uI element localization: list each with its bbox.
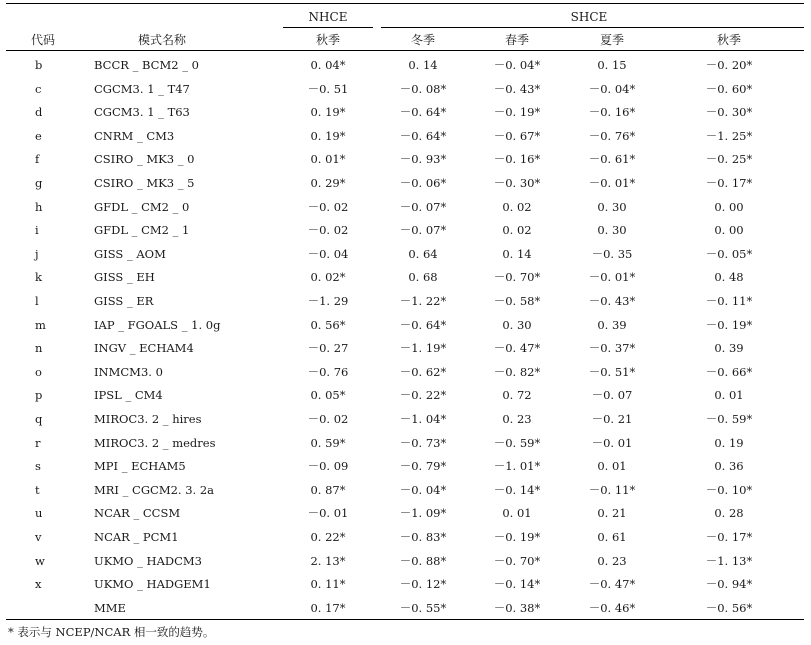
row-model-name: MME: [94, 601, 126, 615]
cell-shce-winter: －0. 64*: [399, 105, 447, 119]
cell-shce-winter: －0. 07*: [399, 200, 447, 214]
cell-shce-winter: －0. 83*: [399, 530, 447, 544]
row-model-name: IAP _ FGOALS _ 1. 0g: [94, 318, 221, 332]
row-code: c: [35, 82, 42, 96]
cell-shce-winter: －0. 88*: [399, 554, 447, 568]
row-code: v: [35, 530, 42, 544]
row-model-name: BCCR _ BCM2 _ 0: [94, 58, 199, 72]
cell-shce-spring: 0. 02: [502, 223, 532, 237]
cell-nhce-autumn: －0. 01: [307, 506, 349, 520]
cell-nhce-autumn: 0. 59*: [310, 436, 346, 450]
row-code: d: [35, 105, 43, 119]
cell-shce-spring: －0. 14*: [493, 483, 541, 497]
cell-nhce-autumn: 0. 29*: [310, 176, 346, 190]
row-code: t: [35, 483, 40, 497]
cell-shce-winter: －0. 93*: [399, 152, 447, 166]
row-code: o: [35, 365, 42, 379]
cell-shce-winter: －1. 19*: [399, 341, 447, 355]
cell-shce-winter: －0. 62*: [399, 365, 447, 379]
cell-shce-winter: －0. 22*: [399, 388, 447, 402]
cell-shce-summer: －0. 11*: [588, 483, 636, 497]
cell-shce-winter: 0. 64: [408, 247, 438, 261]
cell-shce-winter: －0. 64*: [399, 129, 447, 143]
cell-shce-spring: －1. 01*: [493, 459, 541, 473]
cell-shce-summer: 0. 30: [597, 223, 627, 237]
cell-shce-autumn: －0. 19*: [705, 318, 753, 332]
cell-shce-winter: －1. 04*: [399, 412, 447, 426]
row-model-name: INMCM3. 0: [94, 365, 163, 379]
cell-shce-spring: －0. 70*: [493, 554, 541, 568]
row-model-name: NCAR _ CCSM: [94, 506, 181, 520]
cell-shce-winter: －0. 04*: [399, 483, 447, 497]
cell-shce-spring: －0. 14*: [493, 577, 541, 591]
cell-shce-winter: －0. 55*: [399, 601, 447, 615]
cell-nhce-autumn: 0. 01*: [310, 152, 346, 166]
cell-shce-spring: －0. 82*: [493, 365, 541, 379]
cell-shce-autumn: 0. 01: [714, 388, 744, 402]
row-model-name: GFDL _ CM2 _ 0: [94, 200, 190, 214]
footnote: * 表示与 NCEP/NCAR 相一致的趋势。: [8, 625, 215, 639]
cell-shce-winter: －0. 07*: [399, 223, 447, 237]
cell-shce-spring: －0. 47*: [493, 341, 541, 355]
row-code: u: [35, 506, 43, 520]
cell-nhce-autumn: －0. 76: [307, 365, 349, 379]
cell-shce-winter: －1. 09*: [399, 506, 447, 520]
row-model-name: MIROC3. 2 _ medres: [94, 436, 216, 450]
cell-shce-summer: 0. 30: [597, 200, 627, 214]
row-code: h: [35, 200, 43, 214]
header-bottom-rule: [6, 50, 804, 51]
cell-shce-spring: －0. 19*: [493, 530, 541, 544]
cell-shce-winter: －1. 22*: [399, 294, 447, 308]
cell-shce-spring: 0. 72: [502, 388, 532, 402]
row-model-name: NCAR _ PCM1: [94, 530, 179, 544]
cell-shce-spring: －0. 43*: [493, 82, 541, 96]
cell-shce-autumn: －0. 59*: [705, 412, 753, 426]
nhce-group-header: NHCE: [308, 10, 348, 24]
cell-shce-spring: －0. 16*: [493, 152, 541, 166]
cell-shce-summer: －0. 35: [591, 247, 633, 261]
cell-shce-autumn: 0. 36: [714, 459, 744, 473]
cell-shce-autumn: －0. 20*: [705, 58, 753, 72]
shce-group-header: SHCE: [570, 10, 608, 24]
cell-shce-summer: －0. 76*: [588, 129, 636, 143]
cell-shce-spring: －0. 58*: [493, 294, 541, 308]
row-model-name: CSIRO _ MK3 _ 0: [94, 152, 195, 166]
cell-shce-summer: 0. 39: [597, 318, 627, 332]
row-model-name: GISS _ AOM: [94, 247, 166, 261]
row-code: l: [35, 294, 39, 308]
cell-nhce-autumn: 0. 17*: [310, 601, 346, 615]
cell-shce-autumn: －0. 17*: [705, 176, 753, 190]
cell-shce-autumn: －0. 66*: [705, 365, 753, 379]
cell-shce-spring: 0. 23: [502, 412, 532, 426]
cell-shce-spring: －0. 38*: [493, 601, 541, 615]
cell-nhce-autumn: －0. 02: [307, 412, 349, 426]
cell-shce-autumn: －0. 94*: [705, 577, 753, 591]
cell-nhce-autumn: 0. 04*: [310, 58, 346, 72]
cell-shce-autumn: －0. 60*: [705, 82, 753, 96]
cell-shce-spring: －0. 30*: [493, 176, 541, 190]
cell-shce-spring: 0. 14: [502, 247, 532, 261]
cell-shce-spring: －0. 59*: [493, 436, 541, 450]
cell-nhce-autumn: 0. 56*: [310, 318, 346, 332]
cell-nhce-autumn: －0. 02: [307, 223, 349, 237]
cell-shce-autumn: －0. 05*: [705, 247, 753, 261]
cell-shce-autumn: －0. 17*: [705, 530, 753, 544]
cell-shce-winter: 0. 68: [408, 270, 438, 284]
row-code: x: [35, 577, 42, 591]
cell-shce-summer: 0. 01: [597, 459, 627, 473]
cell-nhce-autumn: 0. 87*: [310, 483, 346, 497]
row-model-name: CNRM _ CM3: [94, 129, 175, 143]
cell-shce-summer: －0. 37*: [588, 341, 636, 355]
cell-shce-summer: －0. 04*: [588, 82, 636, 96]
cell-nhce-autumn: 0. 02*: [310, 270, 346, 284]
nhce-group-underline: [283, 27, 373, 28]
row-model-name: INGV _ ECHAM4: [94, 341, 194, 355]
row-code: e: [35, 129, 42, 143]
cell-shce-spring: －0. 04*: [493, 58, 541, 72]
row-code: q: [35, 412, 43, 426]
cell-shce-summer: －0. 51*: [588, 365, 636, 379]
cell-nhce-autumn: －1. 29: [307, 294, 349, 308]
col-header-shce-spring: 春季: [504, 33, 530, 47]
cell-shce-winter: －0. 64*: [399, 318, 447, 332]
cell-shce-autumn: 0. 19: [714, 436, 744, 450]
row-model-name: IPSL _ CM4: [94, 388, 163, 402]
cell-shce-autumn: －0. 56*: [705, 601, 753, 615]
row-code: f: [35, 152, 40, 166]
col-header-nhce-autumn: 秋季: [315, 33, 341, 47]
cell-shce-autumn: 0. 00: [714, 223, 744, 237]
cell-shce-summer: －0. 07: [591, 388, 633, 402]
cell-shce-spring: 0. 30: [502, 318, 532, 332]
cell-shce-summer: －0. 21: [591, 412, 633, 426]
cell-shce-summer: －0. 43*: [588, 294, 636, 308]
row-code: k: [35, 270, 42, 284]
cell-shce-summer: －0. 01*: [588, 270, 636, 284]
cell-nhce-autumn: －0. 27: [307, 341, 349, 355]
row-code: i: [35, 223, 39, 237]
row-code: n: [35, 341, 43, 355]
row-model-name: GFDL _ CM2 _ 1: [94, 223, 190, 237]
cell-shce-summer: －0. 01: [591, 436, 633, 450]
cell-nhce-autumn: 0. 05*: [310, 388, 346, 402]
cell-shce-autumn: －1. 13*: [705, 554, 753, 568]
cell-shce-summer: －0. 16*: [588, 105, 636, 119]
cell-shce-autumn: 0. 39: [714, 341, 744, 355]
cell-shce-autumn: 0. 48: [714, 270, 744, 284]
col-header-shce-winter: 冬季: [410, 33, 436, 47]
row-model-name: UKMO _ HADGEM1: [94, 577, 211, 591]
row-model-name: MRI _ CGCM2. 3. 2a: [94, 483, 215, 497]
cell-shce-autumn: －0. 25*: [705, 152, 753, 166]
top-rule: [6, 3, 804, 4]
cell-shce-summer: －0. 46*: [588, 601, 636, 615]
cell-shce-spring: 0. 01: [502, 506, 532, 520]
cell-shce-autumn: －0. 11*: [705, 294, 753, 308]
cell-shce-summer: －0. 01*: [588, 176, 636, 190]
cell-shce-winter: －0. 06*: [399, 176, 447, 190]
cell-shce-winter: －0. 79*: [399, 459, 447, 473]
cell-nhce-autumn: －0. 51: [307, 82, 349, 96]
cell-shce-winter: －0. 73*: [399, 436, 447, 450]
cell-shce-autumn: 0. 00: [714, 200, 744, 214]
row-code: p: [35, 388, 43, 402]
cell-shce-spring: －0. 19*: [493, 105, 541, 119]
row-model-name: GISS _ EH: [94, 270, 155, 284]
row-code: j: [35, 247, 39, 261]
cell-shce-winter: －0. 12*: [399, 577, 447, 591]
bottom-rule: [6, 619, 804, 620]
cell-shce-summer: 0. 15: [597, 58, 627, 72]
cell-shce-summer: －0. 47*: [588, 577, 636, 591]
cell-shce-autumn: －0. 10*: [705, 483, 753, 497]
row-model-name: MIROC3. 2 _ hires: [94, 412, 202, 426]
shce-group-underline: [381, 27, 804, 28]
cell-shce-autumn: －0. 30*: [705, 105, 753, 119]
row-model-name: MPI _ ECHAM5: [94, 459, 186, 473]
cell-shce-winter: 0. 14: [408, 58, 438, 72]
cell-shce-summer: －0. 61*: [588, 152, 636, 166]
cell-shce-summer: 0. 23: [597, 554, 627, 568]
cell-shce-winter: －0. 08*: [399, 82, 447, 96]
row-model-name: CSIRO _ MK3 _ 5: [94, 176, 195, 190]
cell-nhce-autumn: 2. 13*: [310, 554, 346, 568]
cell-nhce-autumn: －0. 04: [307, 247, 349, 261]
col-header-model: 模式名称: [138, 33, 187, 47]
cell-shce-autumn: 0. 28: [714, 506, 744, 520]
cell-nhce-autumn: 0. 19*: [310, 129, 346, 143]
row-code: r: [35, 436, 41, 450]
cell-nhce-autumn: 0. 22*: [310, 530, 346, 544]
row-model-name: GISS _ ER: [94, 294, 154, 308]
cell-shce-spring: －0. 70*: [493, 270, 541, 284]
cell-nhce-autumn: 0. 19*: [310, 105, 346, 119]
row-model-name: CGCM3. 1 _ T47: [94, 82, 190, 96]
cell-shce-summer: 0. 21: [597, 506, 627, 520]
col-header-shce-autumn: 秋季: [716, 33, 742, 47]
cell-shce-summer: 0. 61: [597, 530, 627, 544]
row-model-name: UKMO _ HADCM3: [94, 554, 202, 568]
cell-shce-autumn: －1. 25*: [705, 129, 753, 143]
row-code: m: [35, 318, 46, 332]
row-code: g: [35, 176, 43, 190]
col-header-code: 代码: [31, 33, 56, 47]
row-code: s: [35, 459, 41, 473]
row-code: w: [35, 554, 45, 568]
row-model-name: CGCM3. 1 _ T63: [94, 105, 190, 119]
row-code: b: [35, 58, 43, 72]
cell-nhce-autumn: 0. 11*: [310, 577, 346, 591]
col-header-shce-summer: 夏季: [599, 33, 625, 47]
cell-nhce-autumn: －0. 02: [307, 200, 349, 214]
cell-shce-spring: 0. 02: [502, 200, 532, 214]
cell-nhce-autumn: －0. 09: [307, 459, 349, 473]
cell-shce-spring: －0. 67*: [493, 129, 541, 143]
